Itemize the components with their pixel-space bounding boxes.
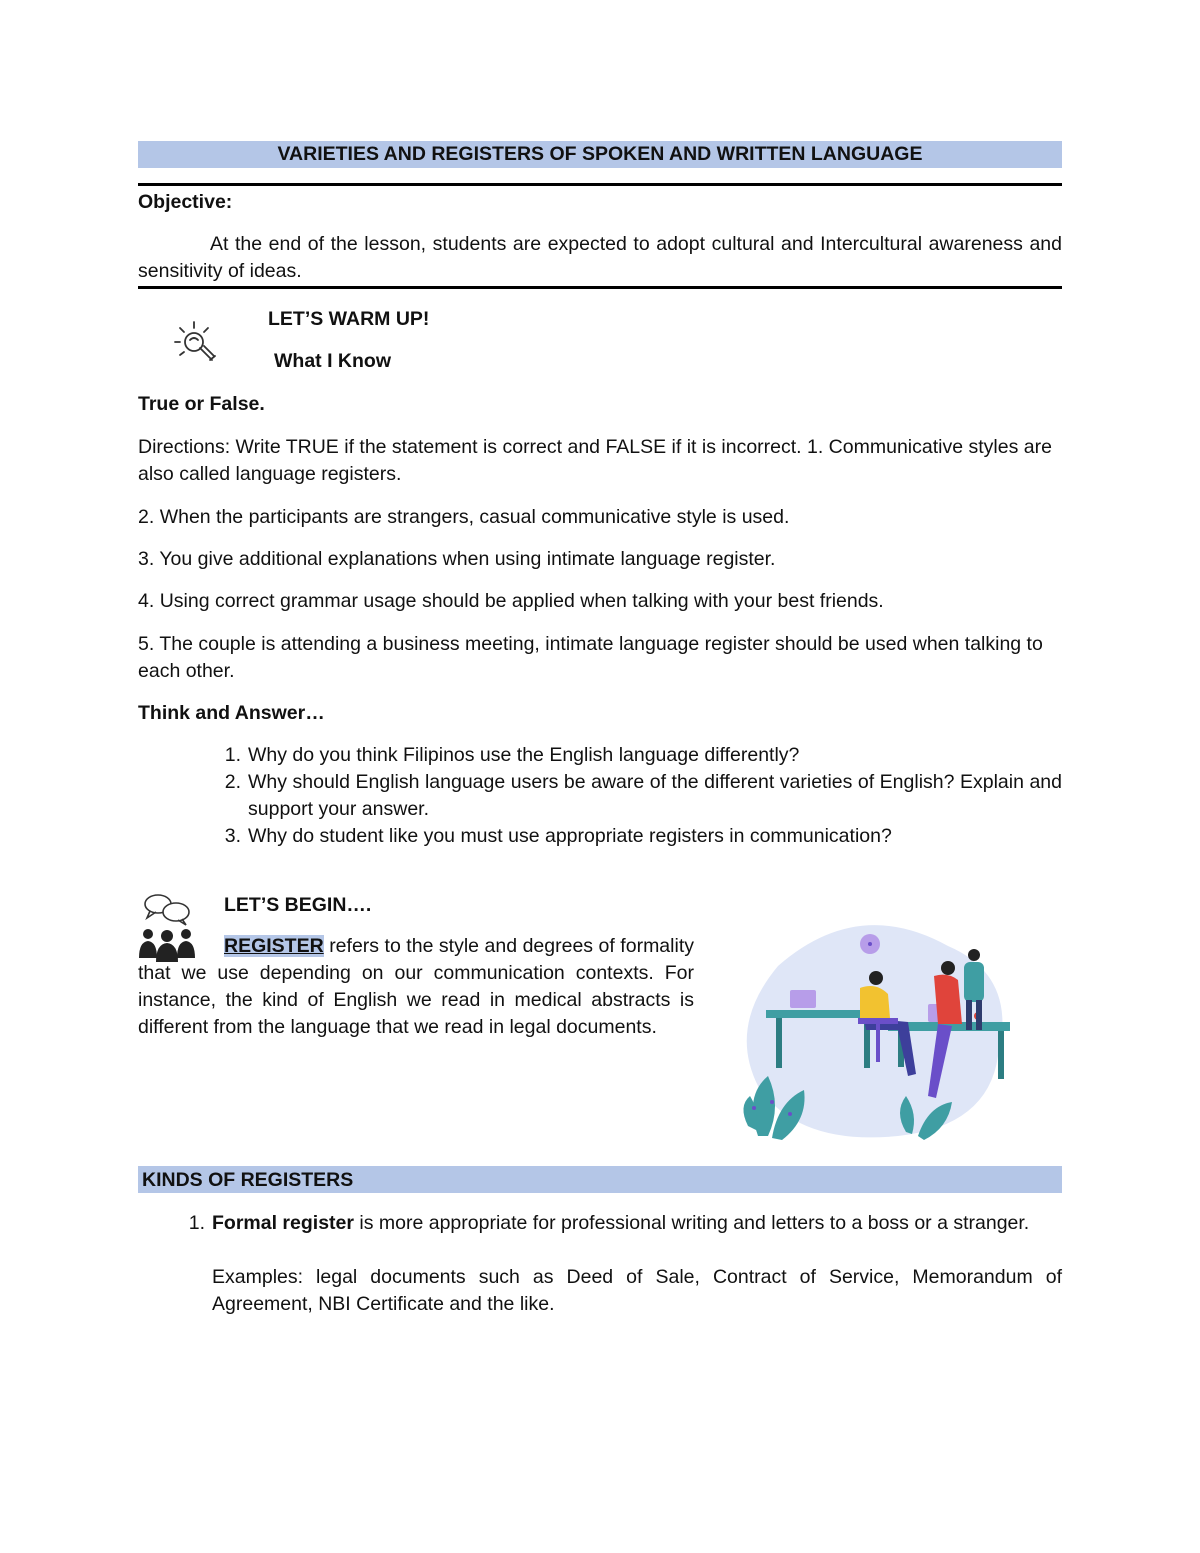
item-number: 5.	[138, 633, 155, 655]
warm-up-heading: LET’S WARM UP!	[268, 308, 430, 330]
objective-heading: Objective:	[138, 191, 233, 213]
kinds-item-examples: Examples: legal documents such as Deed of Sale, Contract of Service, Memorandum of Agreement, NBI Certificate and the like.	[212, 1266, 1062, 1315]
register-definition-text: refers to the style and degrees of formality that we use depending on our communication contexts. For instance, the kind of English we read in medical abstracts is different from the language that we read in legal documents.	[138, 935, 694, 1038]
item-number: 1.	[188, 1212, 205, 1234]
item-number: 2.	[138, 506, 155, 528]
document-page	[138, 0, 1062, 1553]
item-number: 3.	[224, 825, 241, 847]
lightbulb-icon	[172, 316, 220, 366]
warm-up-subheading: What I Know	[274, 350, 391, 372]
true-false-item	[138, 631, 1062, 685]
office-illustration	[738, 906, 1018, 1146]
true-false-directions: Directions: Write TRUE if the statement is correct and FALSE if it is incorrect. 1. Communicative styles are also called language registers.	[138, 436, 1052, 485]
true-false-item	[138, 588, 1062, 615]
begin-heading: LET’S BEGIN….	[224, 894, 372, 916]
true-false-item	[138, 546, 1062, 573]
think-answer-heading: Think and Answer…	[138, 702, 325, 724]
divider-top	[138, 183, 1062, 186]
item-text: You give additional explanations when using intimate language register.	[159, 548, 776, 570]
item-number: 3.	[138, 548, 155, 570]
item-text: Using correct grammar usage should be applied when talking with your best friends.	[159, 590, 884, 612]
item-number: 1.	[224, 744, 241, 766]
kinds-item-description	[212, 1210, 1062, 1237]
item-text: The couple is attending a business meeting, intimate language register should be used when talking to each other.	[138, 633, 1043, 682]
item-text: Why do you think Filipinos use the English language differently?	[248, 744, 800, 766]
list-item	[224, 742, 1062, 769]
register-definition	[138, 933, 694, 1041]
item-number: 2.	[224, 771, 241, 793]
register-term: REGISTER	[224, 935, 324, 957]
list-item	[224, 769, 1062, 823]
item-number: 4.	[138, 590, 155, 612]
kinds-item-text: is more appropriate for professional writing and letters to a boss or a stranger.	[353, 1212, 1030, 1234]
kinds-list-item	[188, 1210, 1062, 1318]
item-text: When the participants are strangers, casual communicative style is used.	[159, 506, 790, 528]
true-false-item	[138, 504, 1062, 531]
item-text: Why do student like you must use appropriate registers in communication?	[248, 825, 892, 847]
true-false-heading: True or False.	[138, 393, 265, 415]
page-title: VARIETIES AND REGISTERS OF SPOKEN AND WRITTEN LANGUAGE	[138, 141, 1062, 168]
kinds-heading: KINDS OF REGISTERS	[138, 1166, 1062, 1193]
item-text: Why should English language users be aware of the different varieties of English? Explain and support your answer.	[248, 771, 1062, 820]
list-item	[224, 823, 1062, 850]
kinds-item-term: Formal register	[212, 1212, 354, 1234]
objective-text: At the end of the lesson, students are expected to adopt cultural and Intercultural awareness and sensitivity of ideas.	[138, 233, 1062, 282]
think-answer-list	[224, 742, 1062, 850]
divider-objective	[138, 286, 1062, 289]
